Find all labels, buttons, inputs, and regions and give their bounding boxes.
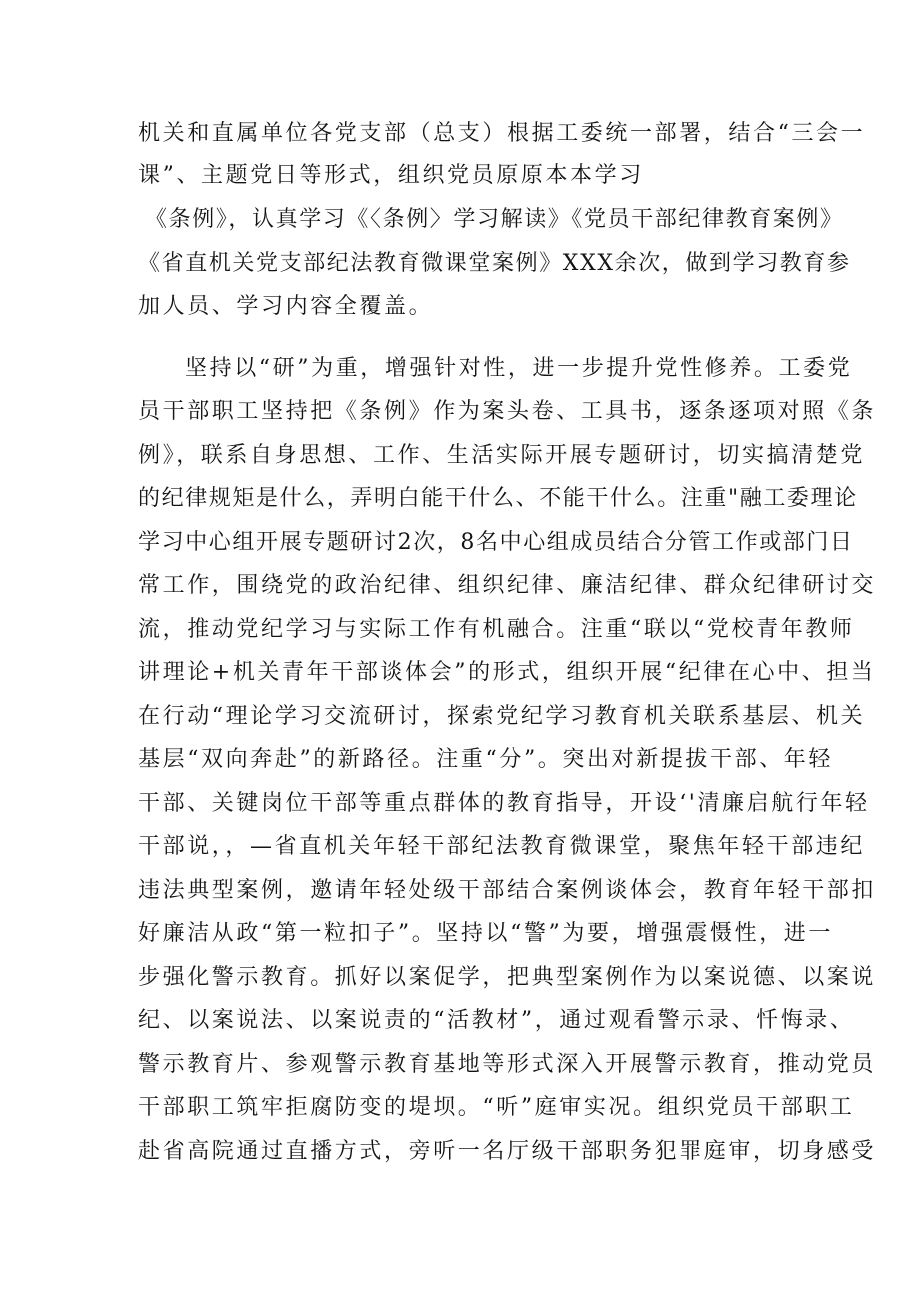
text-line: 干部、关键岗位干部等重点群体的教育指导，开设‘'清廉启航行年轻 [138,791,870,816]
text-line: 加人员、学习内容全覆盖。 [138,294,434,319]
text-line: 坚持以“研”为重，增强针对性，进一步提升党性修养。工委党 [185,356,853,381]
text-line: 《条例》，认真学习《〈条例〉学习解读》《党员干部纪律教育案例》 [145,207,844,232]
text-line: 课”、主题党日等形式，组织党员原原本本学习 [138,163,644,188]
text-line: 机关和直属单位各党支部（总支）根据工委统一部署，结合“三会一 [138,121,866,146]
text-line: 的纪律规矩是什么，弄明白能干什么、不能干什么。注重"融工委理论 [138,486,858,511]
text-line: 干部说，，—省直机关年轻干部纪法教育微课堂，聚焦年轻干部违纪 [138,834,866,859]
text-line: 例》，联系自身思想、工作、生活实际开展专题研讨，切实搞清楚党 [138,443,866,468]
text-line: 流，推动党纪学习与实际工作有机融合。注重“联以“党校青年教师 [138,617,855,642]
text-line: 违法典型案例，邀请年轻处级干部结合案例谈体会，教育年轻干部扣 [138,878,877,903]
text-line: 《省直机关党支部纪法教育微课堂案例》XXX余次，做到学习教育参 [138,251,851,276]
text-line: 纪、以案说法、以案说责的“活教材”，通过观看警示录、忏悔录、 [138,1008,855,1033]
text-line: 步强化警示教育。抓好以案促学，把典型案例作为以案说德、以案说 [138,965,877,990]
text-line: 干部职工筑牢拒腐防变的堤坝。“听”庭审实况。组织党员干部职工 [138,1095,855,1120]
text-line: 好廉洁从政“第一粒扣子”。坚持以“警”为要，增强震慑性，进一 [138,921,833,946]
text-line: 讲理论+机关青年干部谈体会”的形式，组织开展“纪律在心中、担当 [138,660,876,685]
text-line: 警示教育片、参观警示教育基地等形式深入开展警示教育，推动党员 [138,1052,877,1077]
text-line: 员干部职工坚持把《条例》作为案头卷、工具书，逐条逐项对照《条 [138,399,877,424]
text-line: 学习中心组开展专题研讨2次，8名中心组成员结合分管工作或部门日 [138,530,854,555]
text-line: 基层“双向奔赴”的新路径。注重“分”。突出对新提拔干部、年轻 [138,747,833,772]
text-line: 在行动“理论学习交流研讨，探索党纪学习教育机关联系基层、机关 [138,704,866,729]
text-line: 常工作，围绕党的政治纪律、组织纪律、廉洁纪律、群众纪律研讨交 [138,573,877,598]
text-line: 赴省高院通过直播方式，旁听一名厅级干部职务犯罪庭审，切身感受 [138,1139,877,1164]
